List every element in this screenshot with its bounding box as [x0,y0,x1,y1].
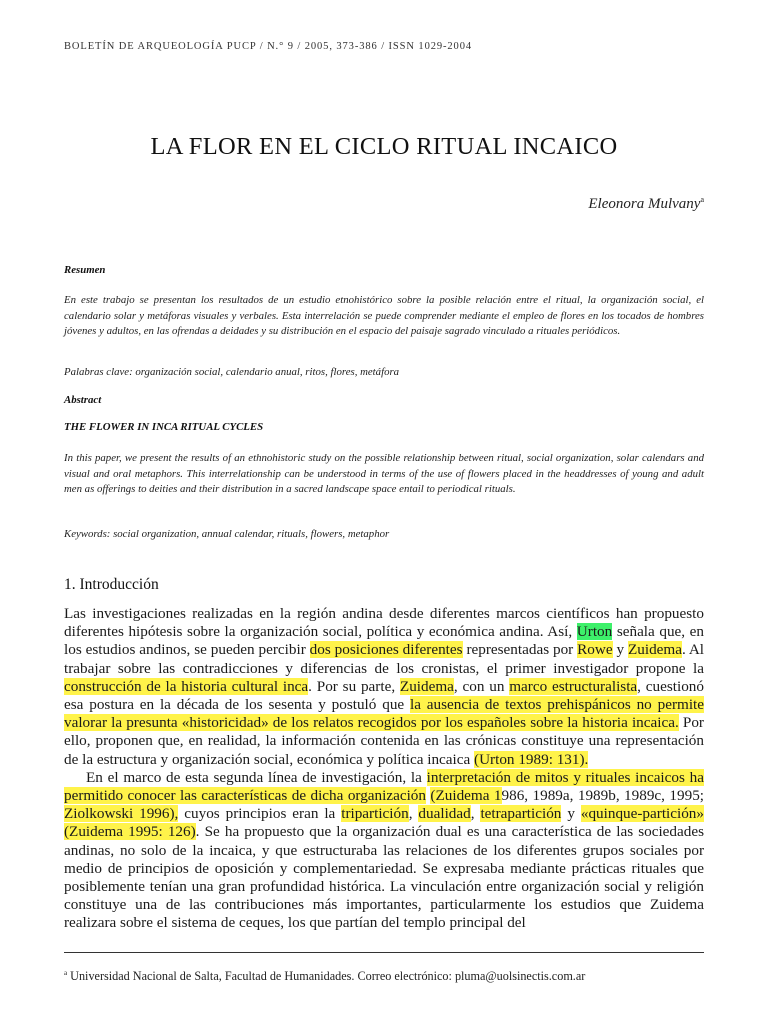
highlighted-text: Zuidema [627,641,682,659]
highlighted-text-green: Urton [576,623,613,641]
text-run: . Al trabajar sobre las contradicciones y diferencias de los cronistas, el primer investigador propone la [64,641,705,677]
running-head: BOLETÍN DE ARQUEOLOGÍA PUCP / N.° 9 / 2005, 373-386 / ISSN 1029-2004 [64,41,473,52]
text-run: . Por su parte, [308,677,400,695]
text-run: cuyos principios eran la [178,805,342,823]
text-run: 986, 1989a, 1989b, 1989c, 1995; [501,787,705,805]
paper-page [64,0,704,1024]
text-run: y [561,805,581,823]
abstract-text: In this paper, we present the results of an ethnohistoric study on the possible relationship between ritual, social organization, solar calendars and visual and oral metaphors. This interrelationship can be understood in terms of the use of flowers placed in the headdresses of young and adult men as offerings to deities and their distribution in a sacred landscape space entail to periodical rituals. [64,452,704,495]
author-footnote-mark: a [700,195,704,204]
footnote [64,969,585,984]
text-run: , cuestionó esa postura en la década de los sesenta y postuló que [64,677,704,714]
footnote-text: Universidad Nacional de Salta, Facultad de Humanidades. Correo electrónico: pluma@uolsinectis.com.ar [70,969,586,984]
highlighted-text: Ziolkowski 1996), [64,805,179,823]
text-run: , [470,805,481,823]
resumen-heading: Resumen [64,264,106,276]
text-run: Por ello, proponen que, en realidad, la información contenida en las crónicas constituye una representación de la estructura y organización social, económica y política incaica [64,714,704,768]
author-line [588,195,704,213]
highlighted-text: tripartición [341,805,409,823]
text-run: En el marco de esta segunda línea de investigación, la [86,768,427,786]
resumen-text: En este trabajo se presentan los resultados de un estudio etnohistórico sobre la posible relación entre el ritual, la organización social, el calendario solar y metáforas visuales y verbales. Esta interrelación se puede comprender mediante el empleo de flores en los tocados de hombres jóvenes y adultos, en las ofrendas a deidades y su distribución en el espacio del paisaje sagrado vinculado a rituales periódicos. [64,294,704,337]
abstract-heading: Abstract [64,394,102,406]
highlighted-text: (Zuidema 1995: 126) [64,823,196,841]
text-run: y [612,641,628,659]
highlighted-text: Rowe [577,641,613,659]
highlighted-text: marco estructuralista [509,677,638,695]
article-title: LA FLOR EN EL CICLO RITUAL INCAICO [150,133,618,160]
text-run: señala que, en los estudios andinos, se pueden percibir [64,623,704,659]
highlighted-text: «quinque-partición» [580,805,704,823]
body-paragraph-1 [64,605,704,769]
highlighted-text: (Urton 1989: 131). [474,750,589,768]
text-run: . Se ha propuesto que la organización dual es una característica de las sociedades andinas, no solo de la incaica, y que estructuraba las relaciones de los diferentes grupos sociales por medio de principios de oposición y complementariedad. Se expresaba mediante prácticas rituales que posiblemente tenían una gran profundidad histórica. La vinculación entre organización social y religión constituye una de las contribuciones más importantes, particularmente los estudios que Zuidema realizara sobre el sistema de ceques, los que partían del templo principal del [64,823,704,932]
body-paragraph-2 [64,769,704,933]
author-name: Eleonora Mulvany [588,196,701,212]
footnote-mark: a [64,969,68,977]
highlighted-text: dualidad [418,805,471,823]
text-run: , [408,805,419,823]
highlighted-text: tetrapartición [480,805,562,823]
section-heading: 1. Introducción [64,576,159,593]
text-run: representadas por [462,641,578,659]
resumen-keywords: Palabras clave: organización social, calendario anual, ritos, flores, metáfora [64,366,400,378]
abstract-keywords: Keywords: social organization, annual calendar, rituals, flowers, metaphor [64,528,390,540]
text-run: , con un [453,677,510,695]
abstract-title: THE FLOWER IN INCA RITUAL CYCLES [64,421,264,433]
body-text [64,605,704,933]
footnote-rule [64,952,704,953]
highlighted-text: (Zuidema 1 [430,787,502,805]
highlighted-text: la ausencia de textos prehispánicos no permite valorar la presunta «historicidad» de los relatos recogidos por los españoles sobre la historia incaica. [64,696,704,732]
highlighted-text: dos posiciones diferentes [309,641,463,659]
highlighted-text: Zuidema [399,677,454,695]
text-run: Las investigaciones realizadas en la región andina desde diferentes marcos científicos han propuesto diferentes hipótesis sobre la organización social, política y económica andina. Así, [64,605,704,641]
highlighted-text: construcción de la historia cultural inca [64,677,309,695]
highlighted-text: interpretación de mitos y rituales incaicos ha permitido conocer las características de dicha organización [64,768,704,805]
